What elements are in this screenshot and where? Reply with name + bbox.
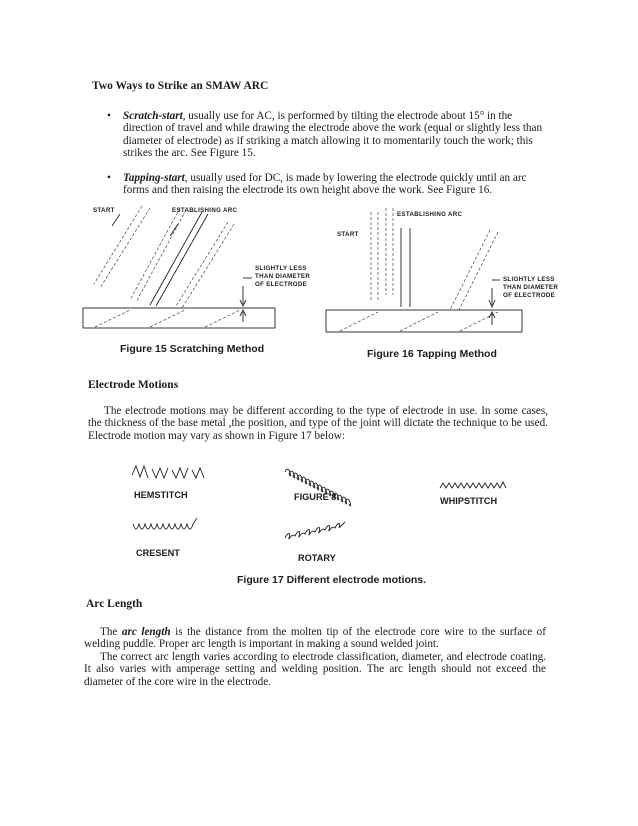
figure-15-label-start: START	[93, 207, 115, 214]
figure-15-label-establishing: ESTABLISHING ARC	[172, 207, 238, 214]
hemstitch-pattern	[132, 466, 204, 478]
electrode-motions-heading: Electrode Motions	[88, 379, 179, 391]
arc-length-paragraph-1	[84, 626, 546, 651]
figure-17-caption: Figure 17 Different electrode motions.	[237, 574, 427, 586]
bullet-text: , usually use for AC, is performed by tilting the electrode about 15° in the direction of travel and while drawing the electrode above the work (equal or slightly less than diameter of electrode) as if striking a match allowing it to momentarily touch the work; this strikes the arc. See Figure 15.	[123, 110, 543, 160]
arc-length-term: arc length	[121, 626, 171, 638]
title-heading: Two Ways to Strike an SMAW ARC	[92, 80, 269, 92]
whipstitch-label: WHIPSTITCH	[440, 496, 498, 506]
bullet-dot-icon: •	[107, 110, 111, 122]
bullet-term: Scratch-start	[123, 110, 183, 122]
rotary-label: ROTARY	[298, 553, 336, 563]
note-line: OF ELECTRODE	[255, 281, 308, 288]
arc-text-pre: The	[100, 626, 122, 638]
note-line: SLIGHTLY LESS	[255, 265, 307, 272]
figure-16-caption: Figure 16 Tapping Method	[367, 348, 497, 360]
cresent-pattern	[133, 518, 197, 529]
note-line: SLIGHTLY LESS	[503, 276, 555, 283]
figure-15-caption: Figure 15 Scratching Method	[120, 343, 265, 355]
bullet-dot-icon: •	[107, 172, 111, 184]
arc-length-paragraph-2: The correct arc length varies according to electrode classification, diameter, and electrode coating. It also varies with amperage setting and welding position. The arc length should not exceed the diameter of the core wire in the electrode.	[84, 651, 546, 688]
arc-text-post: is the distance from the molten tip of the electrode core wire to the surface of welding puddle. Proper arc length is important in making a sound welded joint.	[84, 626, 546, 651]
note-line: OF ELECTRODE	[503, 292, 556, 299]
note-line: THAN DIAMETER	[255, 273, 311, 280]
note-line: THAN DIAMETER	[503, 284, 559, 291]
arc-length-heading: Arc Length	[86, 598, 143, 610]
cresent-label: CRESENT	[136, 548, 180, 558]
electrode-motions-paragraph: The electrode motions may be different according to the type of electrode in use. In some cases, the thickness of the base metal ,the position, and type of the joint will dictate the technique to be used. Electrode motion may vary as shown in Figure 17 below:	[88, 405, 548, 442]
whipstitch-pattern	[440, 482, 506, 488]
figure-16-label-start: START	[337, 231, 359, 238]
bullet-term: Tapping-start	[123, 172, 185, 184]
figure8-label: FIGURE 8	[294, 492, 337, 502]
figure-16-label-establishing: ESTABLISHING ARC	[397, 211, 463, 218]
bullet-text: , usually used for DC, is made by lowering the electrode quickly until an arc forms and then raising the electrode its own height above the work. See Figure 16.	[123, 172, 527, 197]
rotary-pattern	[285, 522, 345, 539]
hemstitch-label: HEMSTITCH	[134, 490, 188, 500]
